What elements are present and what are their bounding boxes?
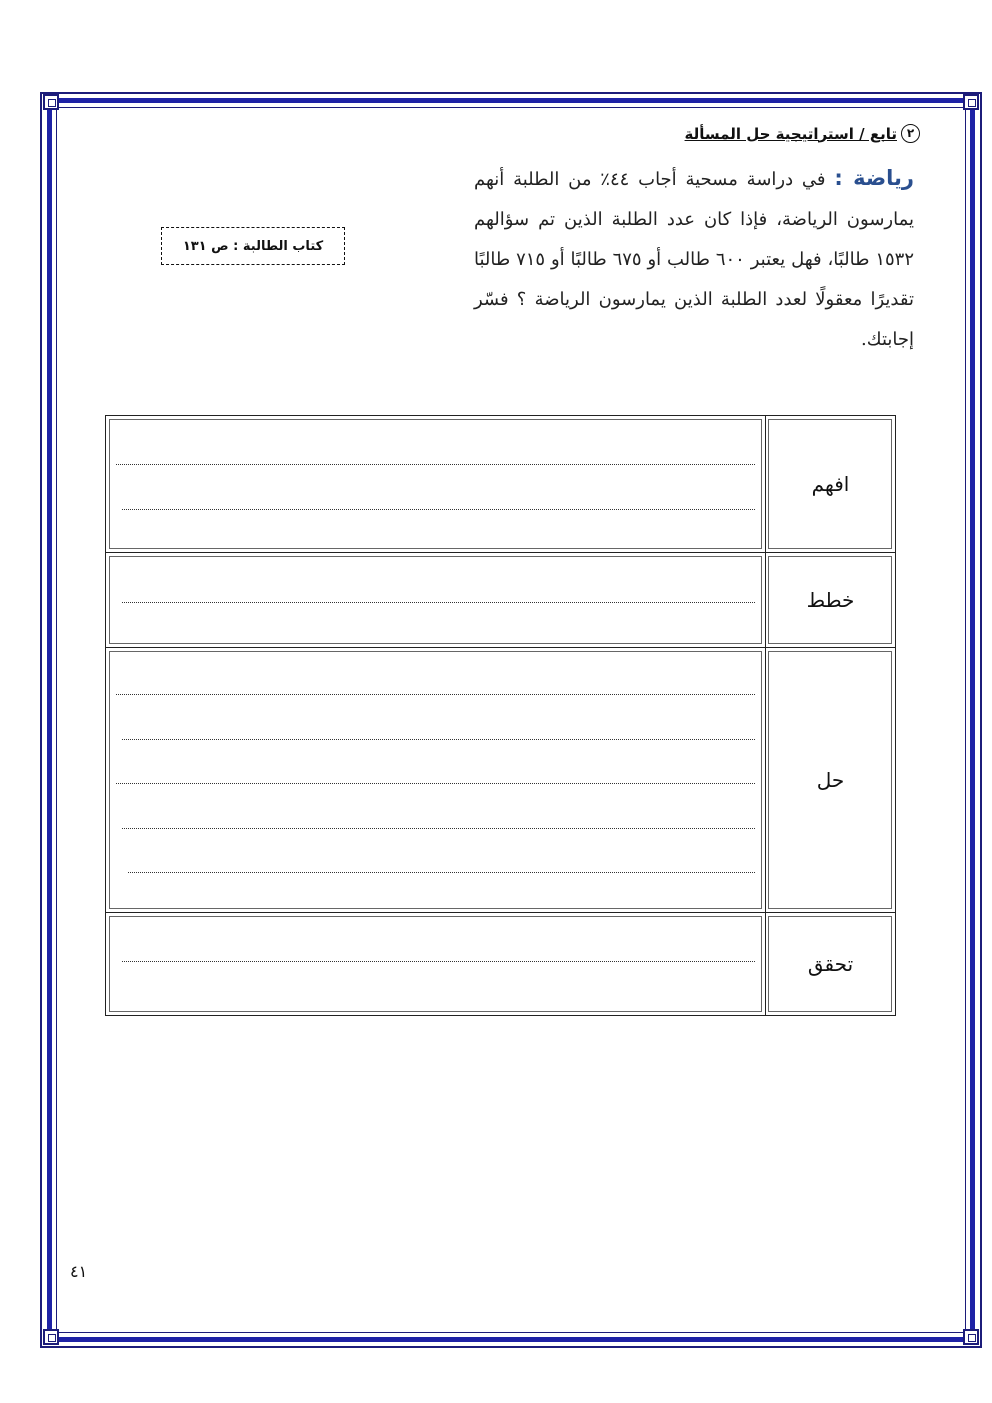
section-number-badge: ٢ xyxy=(901,124,920,143)
answer-area-check[interactable] xyxy=(106,913,765,1015)
answer-line[interactable] xyxy=(122,739,755,740)
step-label: حل xyxy=(765,648,895,912)
answer-line[interactable] xyxy=(116,694,755,695)
answer-area-understand[interactable] xyxy=(106,416,765,552)
corner-ornament-top-left xyxy=(43,94,59,110)
problem-solving-steps-table xyxy=(105,415,896,1016)
problem-statement xyxy=(474,158,914,360)
answer-area-plan[interactable] xyxy=(106,553,765,647)
step-label: تحقق xyxy=(765,913,895,1015)
answer-line[interactable] xyxy=(122,828,755,829)
textbook-reference: كتاب الطالبة : ص ١٣١ xyxy=(182,238,324,254)
answer-line[interactable] xyxy=(116,783,755,784)
answer-area-solve[interactable] xyxy=(106,648,765,912)
step-label: افهم xyxy=(765,416,895,552)
section-heading xyxy=(685,124,920,143)
answer-line[interactable] xyxy=(116,464,755,465)
answer-line[interactable] xyxy=(122,602,755,603)
corner-ornament-bottom-left xyxy=(43,1329,59,1345)
answer-line[interactable] xyxy=(122,961,755,962)
step-row-plan xyxy=(106,553,895,648)
corner-ornament-top-right xyxy=(963,94,979,110)
problem-text: في دراسة مسحية أجاب ٤٤٪ من الطلبة أنهم يمارسون الرياضة، فإذا كان عدد الطلبة الذين تم سؤالهم ١٥٣٢ طالبًا، فهل يعتبر ٦٠٠ طالب أو ٦٧٥ طالبًا أو ٧١٥ طالبًا تقديرًا معقولًا لعدد الطلبة الذين يمارسون الرياضة ؟ فسّر إجابتك. xyxy=(474,169,915,350)
answer-line[interactable] xyxy=(128,872,755,873)
step-row-solve xyxy=(106,648,895,913)
section-title: تابع / استراتيجية حل المسألة xyxy=(684,124,897,143)
page-number: ٤١ xyxy=(70,1262,88,1281)
problem-lead: رياضة : xyxy=(834,166,914,190)
step-row-understand xyxy=(106,416,895,553)
answer-line[interactable] xyxy=(122,509,755,510)
corner-ornament-bottom-right xyxy=(963,1329,979,1345)
step-label: خطط xyxy=(765,553,895,647)
step-row-check xyxy=(106,913,895,1015)
textbook-reference-box xyxy=(161,227,345,265)
